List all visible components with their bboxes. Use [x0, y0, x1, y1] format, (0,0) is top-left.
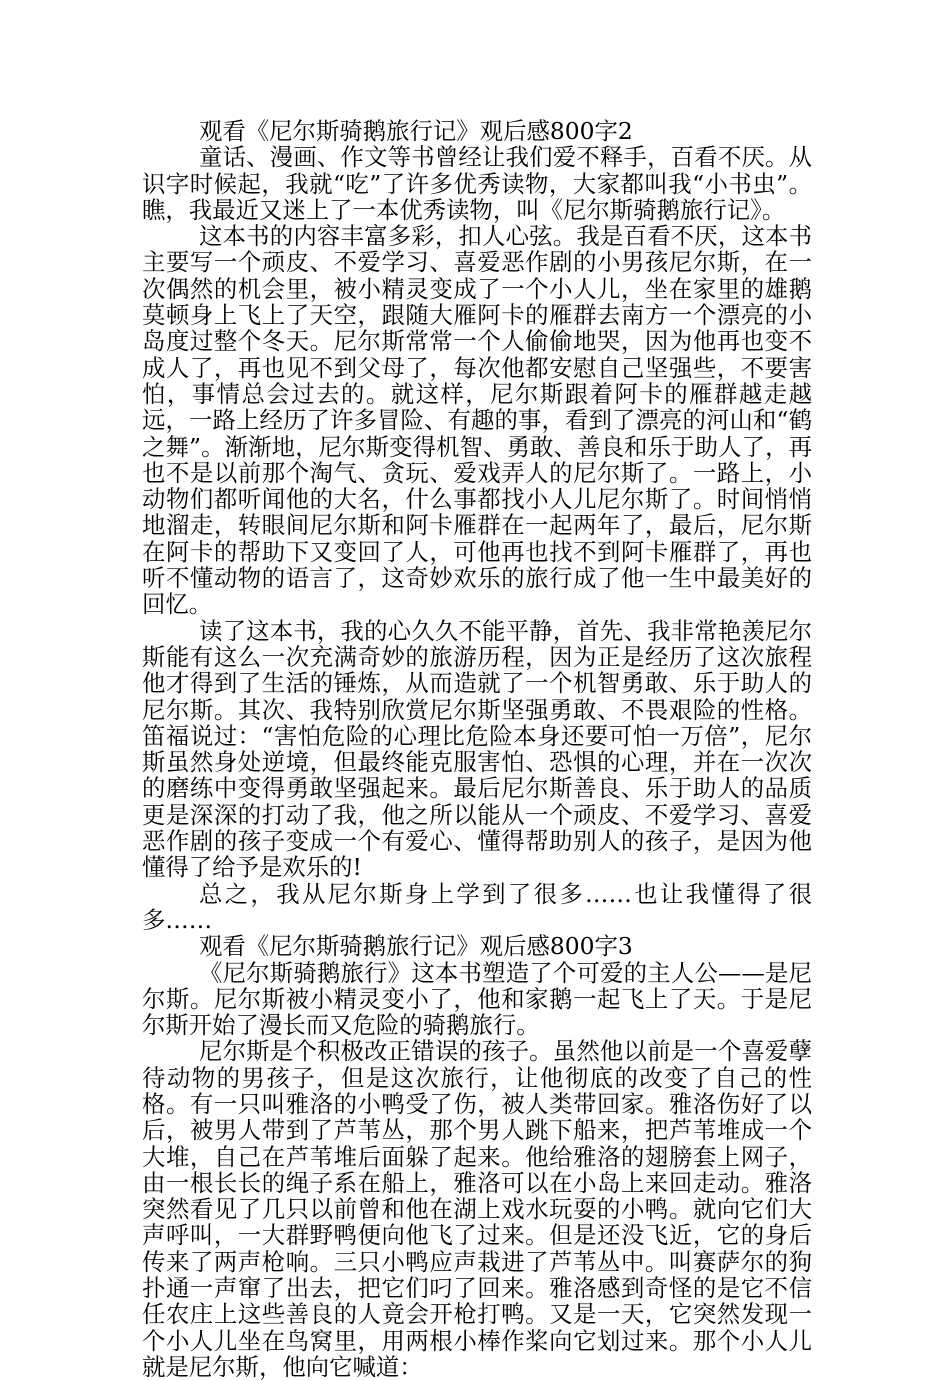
paragraph: 童话、漫画、作文等书曾经让我们爱不释手，百看不厌。从识字时候起，我就“吃”了许多优秀读物，大家都叫我“小书虫”。瞧，我最近又迷上了一本优秀读物，叫《尼尔斯骑鹅旅行记》。: [142, 143, 812, 224]
paragraph: 《尼尔斯骑鹅旅行》这本书塑造了个可爱的主人公——是尼尔斯。尼尔斯被小精灵变小了，他和家鹅一起飞上了天。于是尼尔斯开始了漫长而又危险的骑鹅旅行。: [142, 958, 812, 1040]
paragraph: 这本书的内容丰富多彩，扣人心弦。我是百看不厌，这本书主要写一个顽皮、不爱学习、喜爱恶作剧的小男孩尼尔斯，在一次偶然的机会里，被小精灵变成了一个小人儿，坐在家里的雄鹅莫顿身上飞上了天空，跟随大雁阿卡的雁群去南方一个漂亮的小岛度过整个冬天。尼尔斯常常一个人偷偷地哭，因为他再也变不成人了，再也见不到父母了，每次他都安慰自己坚强些，不要害怕，事情总会过去的。就这样，尼尔斯跟着阿卡的雁群越走越远，一路上经历了许多冒险、有趣的事，看到了漂亮的河山和“鹤之舞”。渐渐地，尼尔斯变得机智、勇敢、善良和乐于助人了，再也不是以前那个淘气、贪玩、爱戏弄人的尼尔斯了。一路上，小动物们都听闻他的大名，什么事都找小人儿尼尔斯了。时间悄悄地溜走，转眼间尼尔斯和阿卡雁群在一起两年了，最后，尼尔斯在阿卡的帮助下又变回了人，可他再也找不到阿卡雁群了，再也听不懂动物的语言了，这奇妙欢乐的旅行成了他一生中最美好的回忆。: [142, 222, 812, 619]
document-page: [142, 118, 812, 1380]
section-title: 观看《尼尔斯骑鹅旅行记》观后感800字2: [199, 117, 633, 145]
section-title: 观看《尼尔斯骑鹅旅行记》观后感800字3: [199, 932, 633, 961]
paragraph: 尼尔斯是个积极改正错误的孩子。虽然他以前是一个喜爱孽待动物的男孩子，但是这次旅行，让他彻底的改变了自己的性格。有一只叫雅洛的小鸭受了伤，被人类带回家。雅洛伤好了以后，被男人带到了芦苇丛，那个男人跳下船来，把芦苇堆成一个大堆，自己在芦苇堆后面躲了起来。他给雅洛的翅膀套上网子，由一根长长的绳子系在船上，雅洛可以在小岛上来回走动。雅洛突然看见了几只以前曾和他在湖上戏水玩耍的小鸭。就向它们大声呼叫，一大群野鸭便向他飞了过来。但是还没飞近，它的身后传来了两声枪响。三只小鸭应声栽进了芦苇丛中。叫赛萨尔的狗扑通一声窜了出去，把它们叼了回来。雅洛感到奇怪的是它不信任农庄上这些善良的人竟会开枪打鸭。又是一天，它突然发现一个小人儿坐在鸟窝里，用两根小棒作桨向它划过来。那个小人儿就是尼尔斯，他向它喊道：: [142, 1037, 812, 1381]
paragraph: 总之，我从尼尔斯身上学到了很多……也让我懂得了很多……: [142, 879, 812, 934]
paragraph: 读了这本书，我的心久久不能平静，首先、我非常艳羡尼尔斯能有这么一次充满奇妙的旅游历程，因为正是经历了这次旅程他才得到了生活的锤炼，从而造就了一个机智勇敢、乐于助人的尼尔斯。其次、我特别欣赏尼尔斯坚强勇敢、不畏艰险的性格。笛福说过：“害怕危险的心理比危险本身还要可怕一万倍”，尼尔斯虽然身处逆境，但最终能克服害怕、恐惧的心理，并在一次次的磨练中变得勇敢坚强起来。最后尼尔斯善良、乐于助人的品质更是深深的打动了我，他之所以能从一个顽皮、不爱学习、喜爱恶作剧的孩子变成一个有爱心、懂得帮助别人的孩子，是因为他懂得了给予是欢乐的!: [142, 616, 812, 882]
